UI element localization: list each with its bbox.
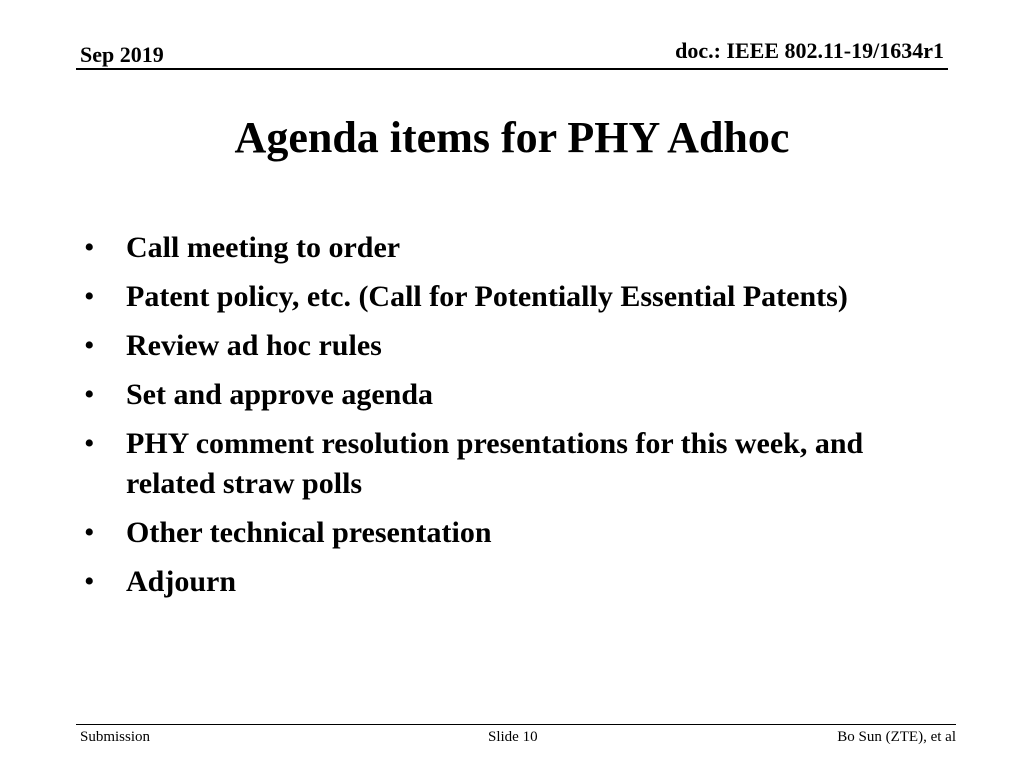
footer-slide-number: Slide 10 [488, 729, 538, 745]
agenda-item-review-rules [84, 326, 944, 366]
agenda-item-call-to-order [84, 228, 944, 268]
agenda-item-technical-presentation [84, 513, 944, 553]
bullet-icon: • [84, 565, 95, 598]
agenda-item-text: Other technical presentation [126, 516, 492, 549]
agenda-item-text: Review ad hoc rules [126, 329, 382, 362]
agenda-item-approve-agenda [84, 375, 944, 415]
header-date: Sep 2019 [80, 42, 164, 67]
footer-submission: Submission [80, 729, 151, 745]
footer-author: Bo Sun (ZTE), et al [837, 729, 956, 745]
agenda-item-text: Set and approve agenda [126, 378, 434, 411]
bullet-icon: • [84, 516, 95, 549]
agenda-item-text: Patent policy, etc. (Call for Potentially Essential Patents) [126, 280, 848, 313]
bullet-icon: • [84, 280, 95, 313]
agenda-item-text: Adjourn [126, 565, 237, 598]
bullet-icon: • [84, 378, 95, 411]
header-doc-id: doc.: IEEE 802.11-19/1634r1 [675, 38, 944, 63]
slide-title: Agenda items for PHY Adhoc [234, 113, 790, 162]
bullet-icon: • [84, 329, 95, 362]
agenda-item-text: PHY comment resolution presentations for this week, and related straw polls [126, 427, 864, 500]
bullet-icon: • [84, 231, 95, 264]
agenda-list [84, 228, 944, 611]
agenda-item-patent-policy [84, 277, 944, 317]
agenda-item-phy-comment-resolution [84, 424, 944, 504]
agenda-item-adjourn [84, 562, 944, 602]
bullet-icon: • [84, 427, 95, 460]
agenda-item-text: Call meeting to order [126, 231, 401, 264]
footer-divider [76, 724, 956, 725]
header-divider [76, 68, 948, 70]
